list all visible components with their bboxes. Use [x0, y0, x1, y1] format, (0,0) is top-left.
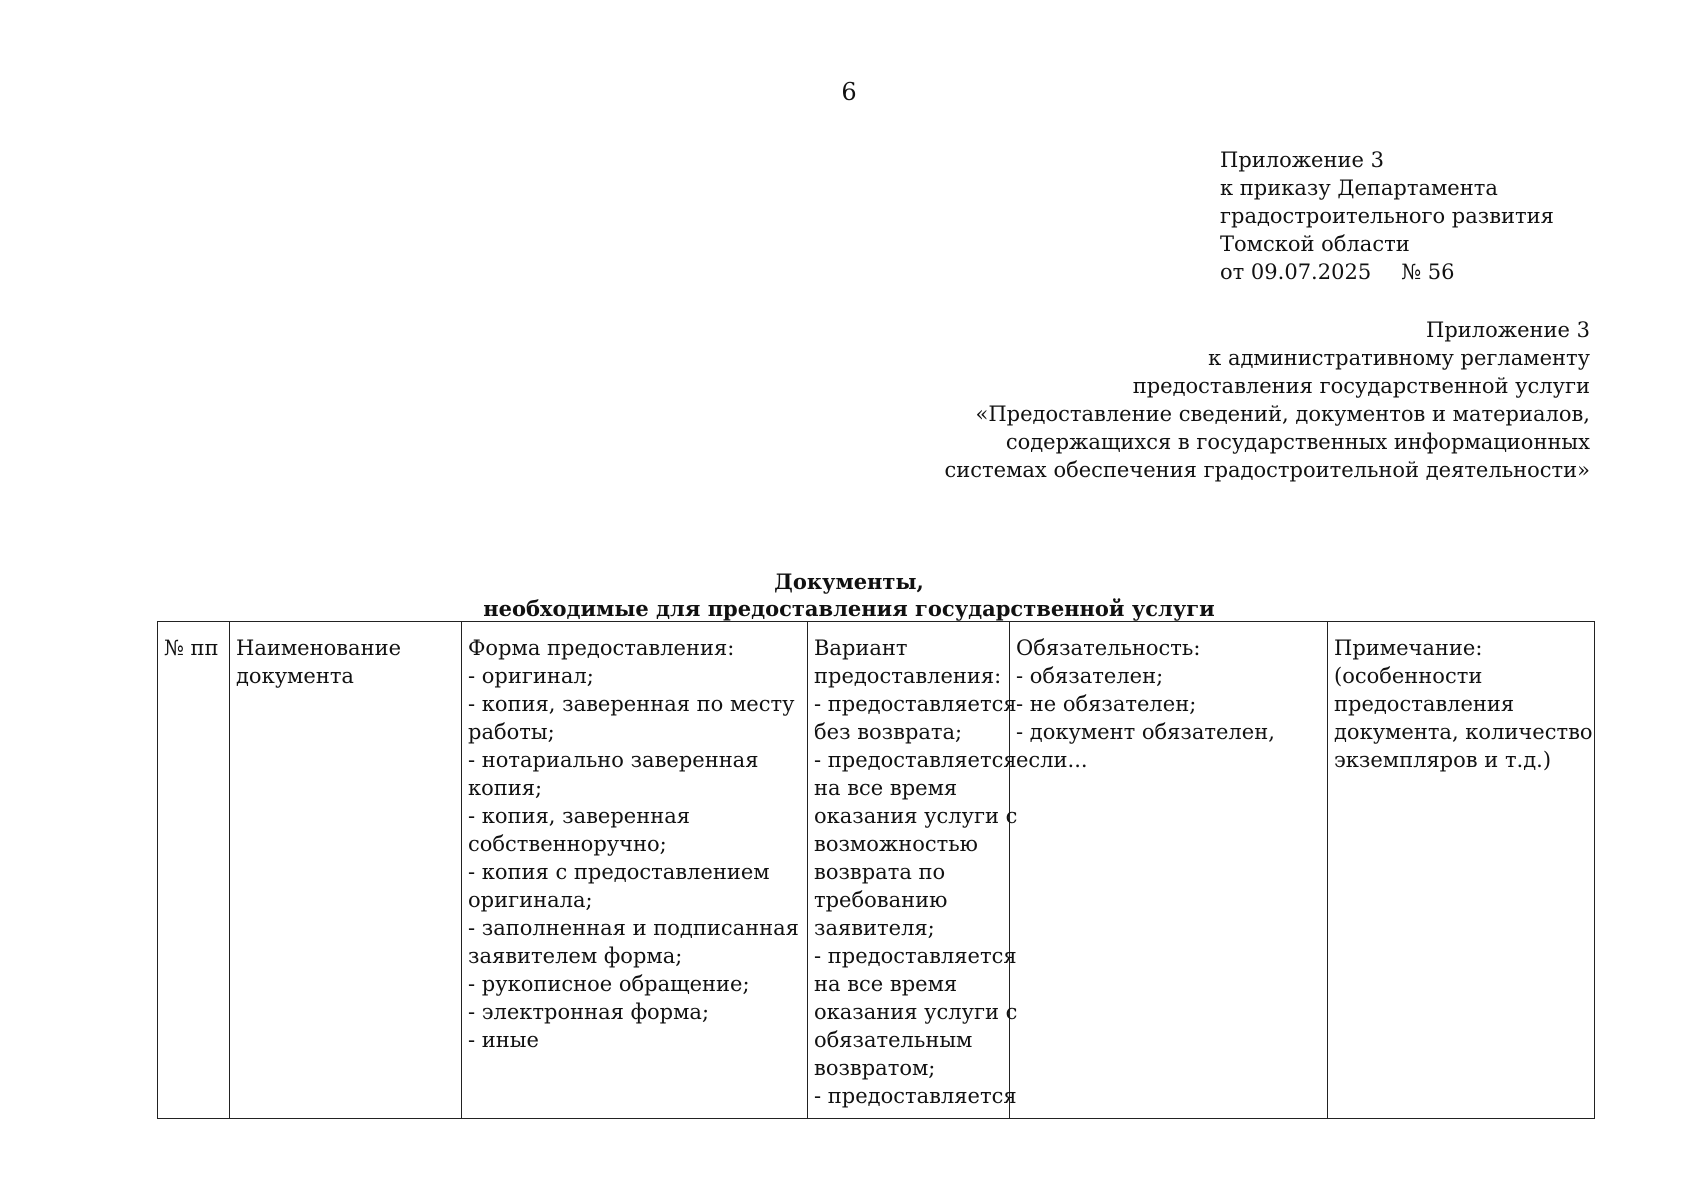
cell-text-line: оказания услуги с	[814, 804, 1018, 828]
document-title-line-1: Документы,	[774, 569, 924, 594]
cell-text-line: - нотариально заверенная	[468, 748, 759, 772]
appendix-regulation-line: системах обеспечения градостроительной деятельности»	[944, 458, 1590, 482]
cell-text-line: заявителя;	[814, 916, 935, 940]
cell-text-line: требованию	[814, 888, 948, 912]
cell-text-line: оказания услуги с	[814, 1000, 1018, 1024]
cell-text-line: - предоставляется	[814, 692, 1017, 716]
appendix-regulation-line: содержащихся в государственных информационных	[1005, 430, 1590, 454]
cell-text-line: заявителем форма;	[468, 944, 683, 968]
appendix-regulation-line: к административному регламенту	[1208, 346, 1590, 370]
cell-text-line: - оригинал;	[468, 664, 594, 688]
order-date: от 09.07.2025	[1220, 260, 1372, 284]
cell-text-line: Примечание:	[1334, 636, 1483, 660]
cell-text-line: - рукописное обращение;	[468, 972, 750, 996]
cell-text-line: Вариант	[814, 636, 908, 660]
document-title	[0, 568, 1698, 622]
cell-text-line: без возврата;	[814, 720, 963, 744]
documents-table	[157, 621, 1595, 1119]
cell-text-line: Наименование	[236, 636, 401, 660]
appendix-order-date-line	[1220, 258, 1660, 286]
cell-text-line: на все время	[814, 776, 958, 800]
cell-text-line: - заполненная и подписанная	[468, 916, 799, 940]
cell-text-line: - предоставляется	[814, 1084, 1017, 1108]
cell-text-line: оригинала;	[468, 888, 593, 912]
cell-text-line: - документ обязателен,	[1016, 720, 1275, 744]
header-cell-document-name	[230, 622, 462, 1119]
cell-text-line: собственноручно;	[468, 832, 667, 856]
cell-text-line: - предоставляется	[814, 944, 1017, 968]
cell-text-line: документа, количество	[1334, 720, 1593, 744]
cell-text-line: работы;	[468, 720, 555, 744]
cell-text-line: - обязателен;	[1016, 664, 1164, 688]
appendix-regulation-block	[890, 316, 1590, 484]
cell-text-line: - предоставляется	[814, 748, 1017, 772]
header-cell-variant	[808, 622, 1018, 1119]
cell-text-line: возможностью	[814, 832, 978, 856]
header-cell-note	[1328, 622, 1595, 1119]
cell-text-line: - копия с предоставлением	[468, 860, 770, 884]
appendix-order-line: к приказу Департамента	[1220, 176, 1498, 200]
appendix-order-block	[1220, 146, 1660, 286]
cell-text-line: документа	[236, 664, 354, 688]
header-cell-form	[462, 622, 808, 1119]
order-number: № 56	[1401, 260, 1455, 284]
page-number: 6	[841, 78, 857, 106]
cell-text-line: обязательным	[814, 1028, 973, 1052]
appendix-regulation-line: Приложение 3	[1426, 318, 1590, 342]
cell-text-line: - электронная форма;	[468, 1000, 710, 1024]
appendix-order-line: градостроительного развития	[1220, 204, 1554, 228]
cell-text-line: возвратом;	[814, 1056, 936, 1080]
cell-text-line: предоставления	[1334, 692, 1515, 716]
appendix-regulation-line: предоставления государственной услуги	[1132, 374, 1590, 398]
cell-text-line: - копия, заверенная по месту	[468, 692, 795, 716]
table-header-row	[158, 622, 1595, 1119]
appendix-order-line: Приложение 3	[1220, 148, 1384, 172]
appendix-order-line: Томской области	[1220, 232, 1410, 256]
header-cell-mandatory	[1010, 622, 1328, 1119]
cell-text-line: - иные	[468, 1028, 539, 1052]
appendix-regulation-line: «Предоставление сведений, документов и материалов,	[975, 402, 1590, 426]
cell-text-line: Обязательность:	[1016, 636, 1201, 660]
cell-text-line: на все время	[814, 972, 958, 996]
cell-text-line: если...	[1016, 748, 1088, 772]
cell-text-line: копия;	[468, 776, 543, 800]
cell-text-line: предоставления:	[814, 664, 1002, 688]
cell-text-line: экземпляров и т.д.)	[1334, 748, 1552, 772]
cell-text-line: - не обязателен;	[1016, 692, 1197, 716]
cell-text-line: (особенности	[1334, 664, 1483, 688]
cell-text-line: возврата по	[814, 860, 946, 884]
cell-text-line: - копия, заверенная	[468, 804, 690, 828]
header-cell-number	[158, 622, 230, 1119]
document-title-line-2: необходимые для предоставления государственной услуги	[483, 596, 1215, 621]
cell-text-line: № пп	[164, 636, 219, 660]
cell-text-line: Форма предоставления:	[468, 636, 735, 660]
